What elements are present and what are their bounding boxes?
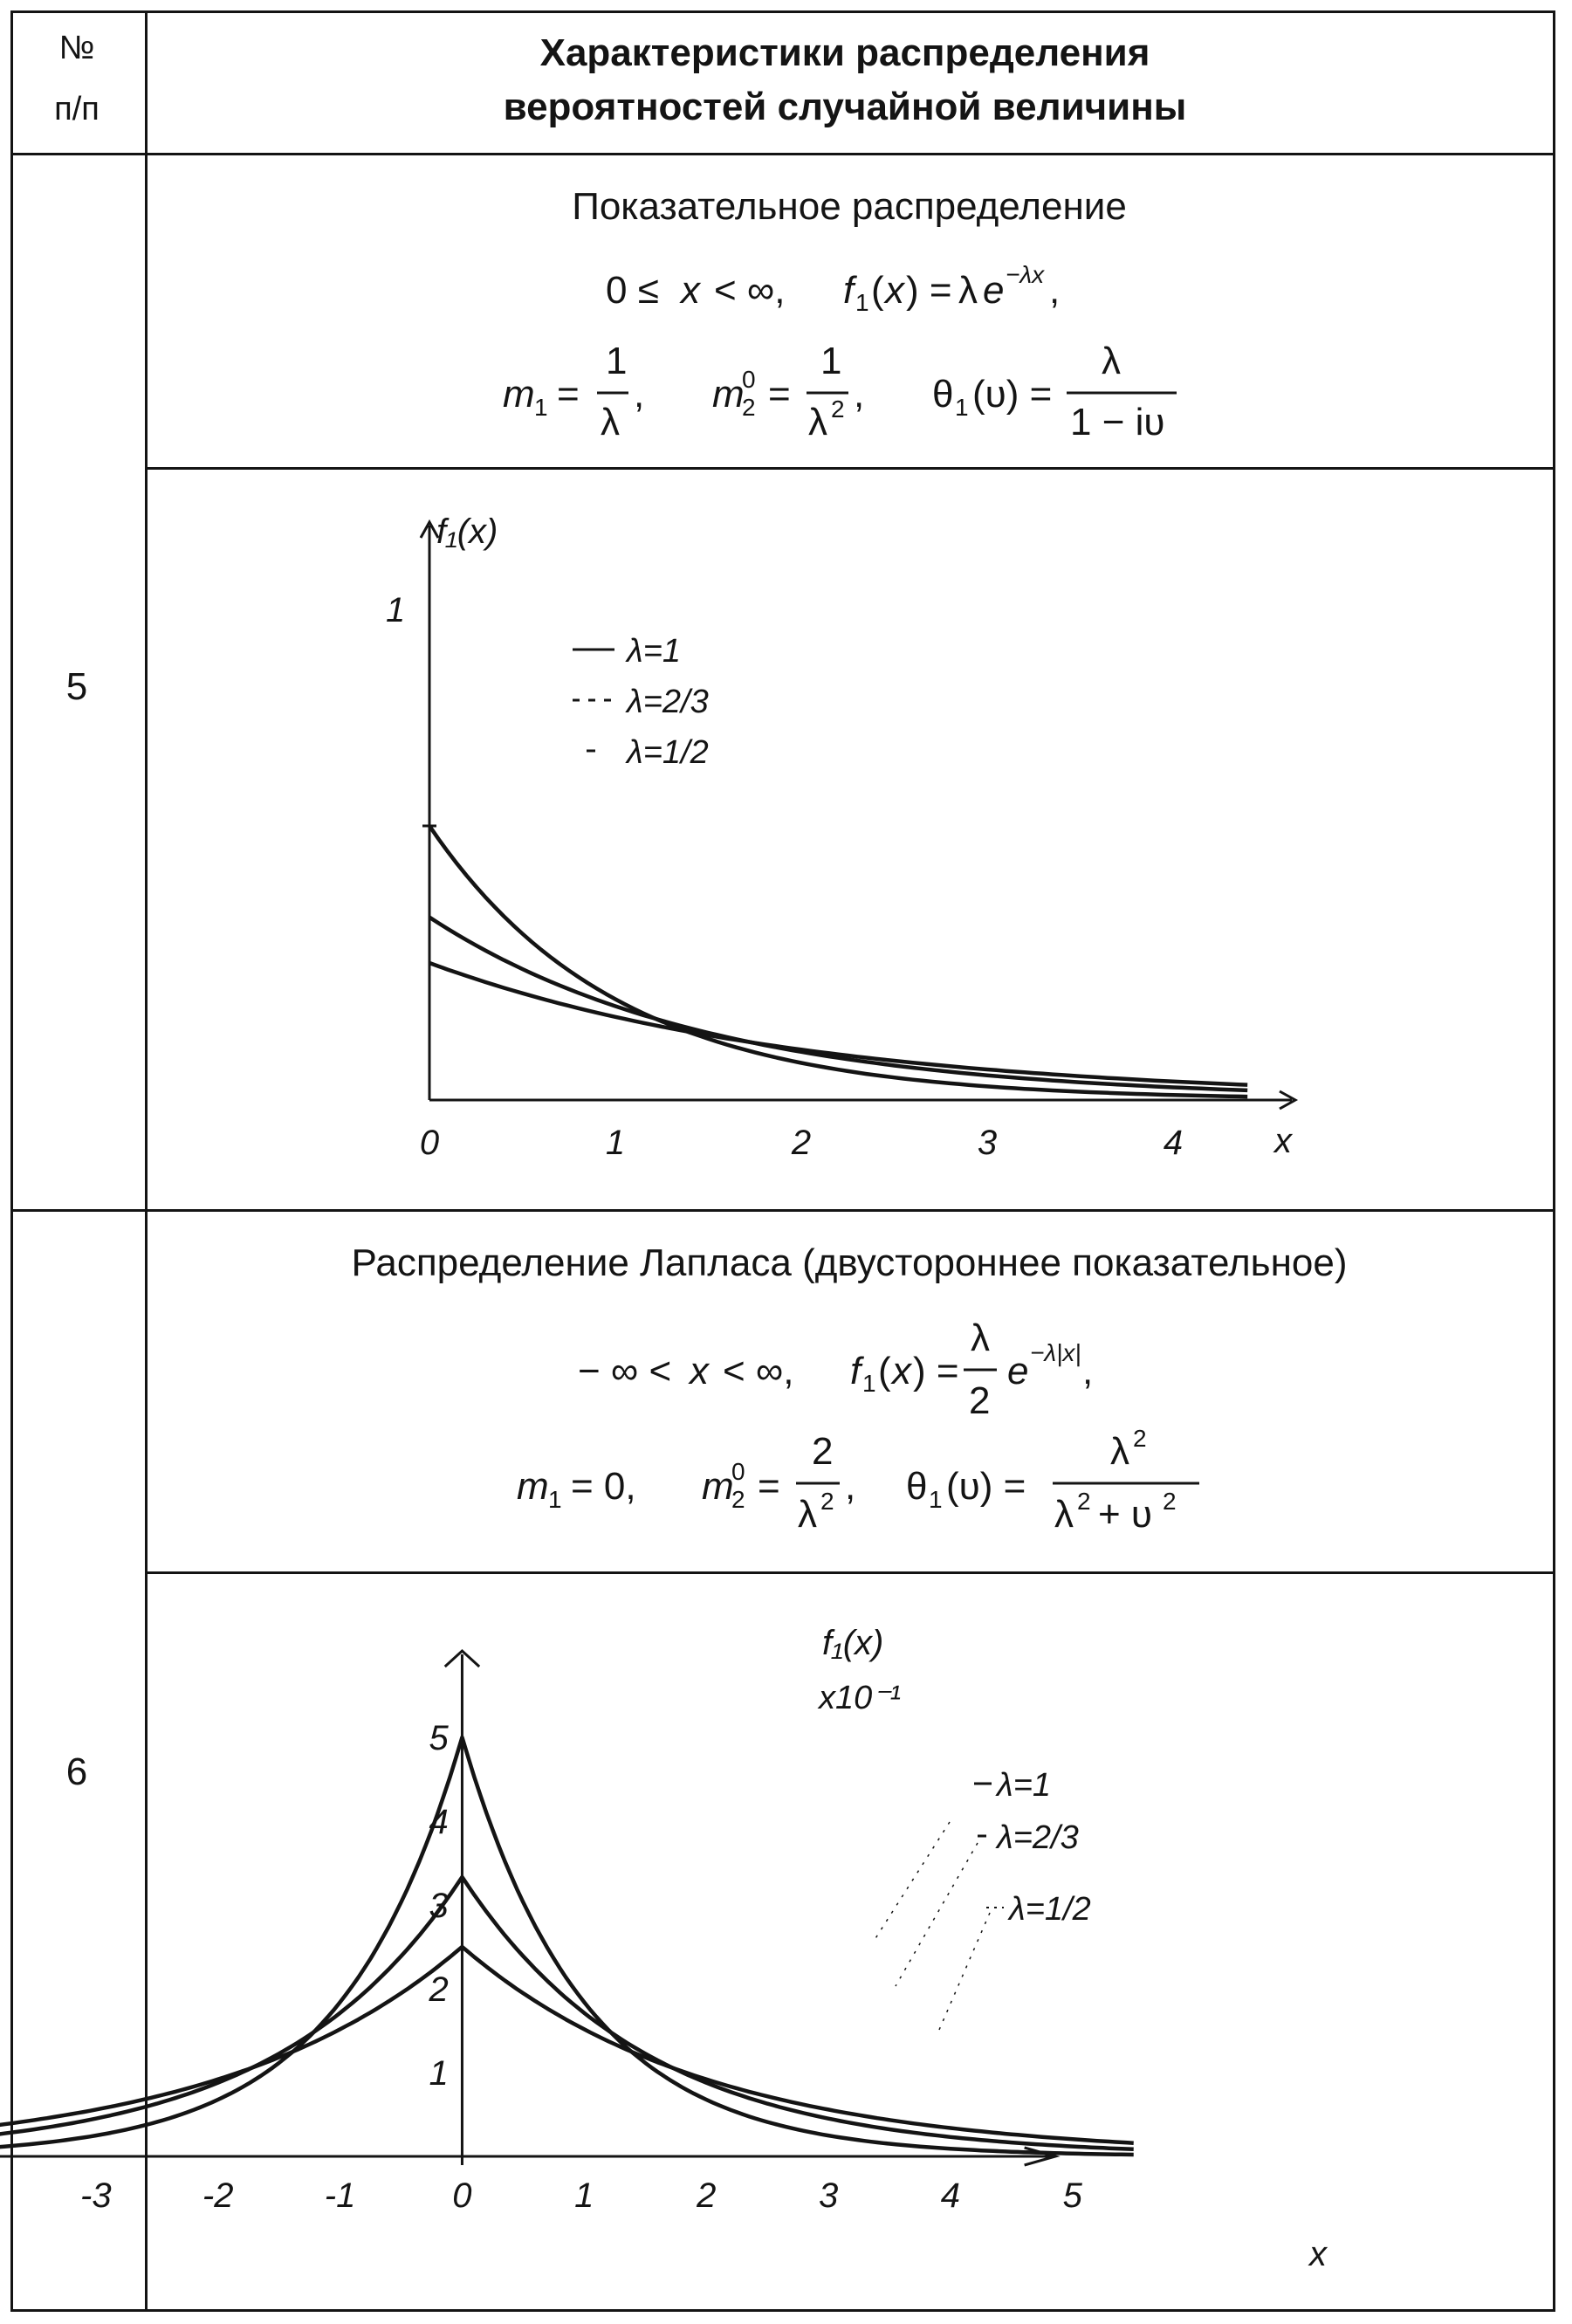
svg-text:,: , — [634, 373, 645, 416]
chart6-x-tick-5: 5 — [1062, 2176, 1082, 2215]
svg-text:2: 2 — [1077, 1488, 1091, 1515]
svg-text:(: ( — [871, 269, 884, 312]
svg-text:1: 1 — [862, 1370, 876, 1397]
laplace-density-chart — [80, 1576, 1545, 2307]
svg-text:−λx: −λx — [1006, 261, 1045, 288]
svg-text:=: = — [758, 1465, 780, 1508]
chart6-x-tick-1: 1 — [574, 2176, 594, 2215]
chart6-y-tick-5: 5 — [429, 1719, 449, 1757]
exponential-density-chart — [148, 471, 1545, 1205]
chart5-y-axis-label: f₁(x) — [436, 512, 498, 551]
chart5-curve---2-3 — [429, 918, 1247, 1090]
svg-text:) =: ) = — [906, 269, 952, 312]
row-divider — [10, 1209, 1555, 1212]
row6-inner-divider — [145, 1571, 1555, 1574]
svg-text:m: m — [503, 373, 535, 416]
chart6-y-tick-2: 2 — [429, 1970, 449, 2009]
chart6-x-tick--1: -1 — [324, 2176, 356, 2215]
chart5-x-tick-3: 3 — [977, 1124, 998, 1162]
svg-text:0: 0 — [731, 1458, 745, 1485]
header-title-line2: вероятностей случайной величины — [503, 86, 1187, 128]
svg-text:,: , — [854, 373, 865, 416]
svg-text:1: 1 — [929, 1486, 943, 1513]
header-divider — [10, 153, 1555, 155]
svg-text:1: 1 — [548, 1486, 562, 1513]
svg-text:λ: λ — [808, 401, 827, 443]
svg-text:m: m — [712, 373, 745, 416]
legend-label-lambda-1: λ=1 — [997, 1767, 1052, 1804]
svg-text:x: x — [681, 269, 700, 312]
svg-text:x: x — [690, 1350, 709, 1392]
legend-leader-lambda-1-2b — [939, 1913, 990, 2030]
chart5-x-tick-1: 1 — [605, 1124, 626, 1162]
svg-text:+ υ: + υ — [1098, 1493, 1152, 1536]
table-border-top — [10, 10, 1555, 13]
table-border-bottom — [10, 2309, 1555, 2312]
svg-text:) =: ) = — [913, 1350, 959, 1392]
svg-text:x: x — [885, 269, 904, 312]
svg-text:e: e — [1007, 1350, 1029, 1392]
svg-text:(: ( — [878, 1350, 891, 1392]
svg-text:2: 2 — [831, 395, 845, 423]
laplace-formulas — [147, 1305, 1552, 1567]
header-title — [147, 26, 1543, 134]
svg-text:(υ) =: (υ) = — [946, 1465, 1026, 1508]
chart5-x-tick-4: 4 — [1163, 1124, 1184, 1162]
chart5-x-tick-2: 2 — [791, 1124, 812, 1162]
svg-text:< ∞,: < ∞, — [723, 1350, 794, 1392]
svg-text:0: 0 — [742, 366, 756, 393]
svg-text:,: , — [1082, 1350, 1094, 1392]
svg-text:2: 2 — [1163, 1488, 1177, 1515]
table-border-right — [1553, 10, 1555, 2312]
svg-text:2: 2 — [731, 1486, 745, 1513]
svg-text:2: 2 — [969, 1379, 991, 1422]
chart6-y-tick-1: 1 — [429, 2054, 449, 2093]
svg-text:λ: λ — [971, 1317, 990, 1359]
chart6-y-scale-label: x10⁻¹ — [819, 1680, 901, 1716]
chart6-y-tick-3: 3 — [429, 1887, 449, 1925]
legend-label-lambda-1: λ=1 — [627, 633, 682, 670]
svg-text:1: 1 — [855, 289, 869, 316]
svg-text:1: 1 — [534, 394, 548, 421]
svg-text:=: = — [557, 373, 580, 416]
chart5-x-axis-label: x — [1274, 1122, 1292, 1160]
legend-label-lambda-1-2: λ=1/2 — [627, 734, 709, 771]
svg-text:=: = — [768, 373, 791, 416]
header-title-line1: Характеристики распределения — [539, 31, 1150, 74]
svg-text:1: 1 — [606, 340, 628, 382]
chart6-legend — [873, 1767, 1091, 2030]
legend-leader-lambda-2-3 — [873, 1822, 950, 1942]
exponential-distribution-title: Показательное распределение — [572, 185, 1127, 228]
svg-text:−λ|x|: −λ|x| — [1030, 1339, 1081, 1366]
svg-text:(υ) =: (υ) = — [972, 373, 1053, 416]
chart6-x-tick-3: 3 — [818, 2176, 839, 2215]
chart6-x-tick-4: 4 — [940, 2176, 961, 2215]
chart6-x-tick-2: 2 — [697, 2176, 717, 2215]
header-number-abbr: п/п — [54, 91, 100, 127]
svg-text:0 ≤: 0 ≤ — [606, 269, 659, 312]
row5-inner-divider — [145, 467, 1555, 470]
legend-label-lambda-2-3: λ=2/3 — [997, 1819, 1079, 1856]
svg-text:λ: λ — [958, 269, 978, 312]
chart6-y-axis-label: f₁(x) — [822, 1624, 884, 1662]
chart6-x-tick-0: 0 — [452, 2176, 472, 2215]
svg-text:2: 2 — [1133, 1425, 1147, 1452]
svg-text:= 0,: = 0, — [571, 1465, 636, 1508]
chart5-axes — [421, 522, 1295, 1109]
svg-text:,: , — [845, 1465, 856, 1508]
svg-text:m: m — [517, 1465, 549, 1508]
table-border-left — [10, 10, 13, 2312]
chart6-y-tick-4: 4 — [429, 1803, 449, 1841]
laplace-distribution-title: Распределение Лапласа (двустороннее показательное) — [351, 1241, 1348, 1284]
svg-text:,: , — [1049, 269, 1061, 312]
header-number-sign: № — [58, 30, 95, 66]
svg-text:2: 2 — [742, 394, 756, 421]
svg-text:f: f — [843, 269, 855, 312]
legend-label-lambda-2-3: λ=2/3 — [627, 684, 709, 720]
svg-text:λ: λ — [1110, 1430, 1129, 1473]
svg-text:θ: θ — [906, 1465, 928, 1508]
svg-text:e: e — [983, 269, 1005, 312]
svg-text:λ: λ — [1054, 1493, 1074, 1536]
legend-label-lambda-1-2: λ=1/2 — [1009, 1891, 1091, 1928]
chart6-x-tick--2: -2 — [202, 2176, 234, 2215]
svg-text:θ: θ — [932, 373, 954, 416]
svg-text:1: 1 — [955, 394, 969, 421]
exponential-formulas — [147, 253, 1552, 463]
svg-text:x: x — [892, 1350, 911, 1392]
svg-text:1 − iυ: 1 − iυ — [1070, 401, 1165, 443]
svg-text:1: 1 — [820, 340, 842, 382]
chart5-curves — [429, 826, 1247, 1097]
svg-text:2: 2 — [820, 1488, 834, 1515]
svg-text:− ∞ <: − ∞ < — [578, 1350, 672, 1392]
chart6-x-tick--3: -3 — [80, 2176, 112, 2215]
chart6-x-axis-label: x — [1309, 2235, 1327, 2273]
svg-text:λ: λ — [798, 1493, 817, 1536]
svg-text:m: m — [702, 1465, 734, 1508]
chart5-y-tick-1: 1 — [386, 591, 406, 629]
chart6-curves — [0, 1737, 1134, 2155]
svg-text:< ∞,: < ∞, — [714, 269, 786, 312]
header-number-column — [10, 17, 143, 140]
svg-text:2: 2 — [812, 1430, 834, 1473]
svg-text:f: f — [850, 1350, 862, 1392]
row-number-5: 5 — [65, 665, 88, 708]
legend-leader-lambda-1-2 — [896, 1843, 978, 1986]
svg-text:λ: λ — [601, 401, 620, 443]
chart6-curve---2-3 — [0, 1877, 1134, 2149]
chart5-legend — [573, 633, 709, 771]
row-number-6: 6 — [65, 1750, 88, 1793]
svg-text:λ: λ — [1102, 340, 1121, 382]
chart5-x-tick-0: 0 — [419, 1124, 440, 1162]
